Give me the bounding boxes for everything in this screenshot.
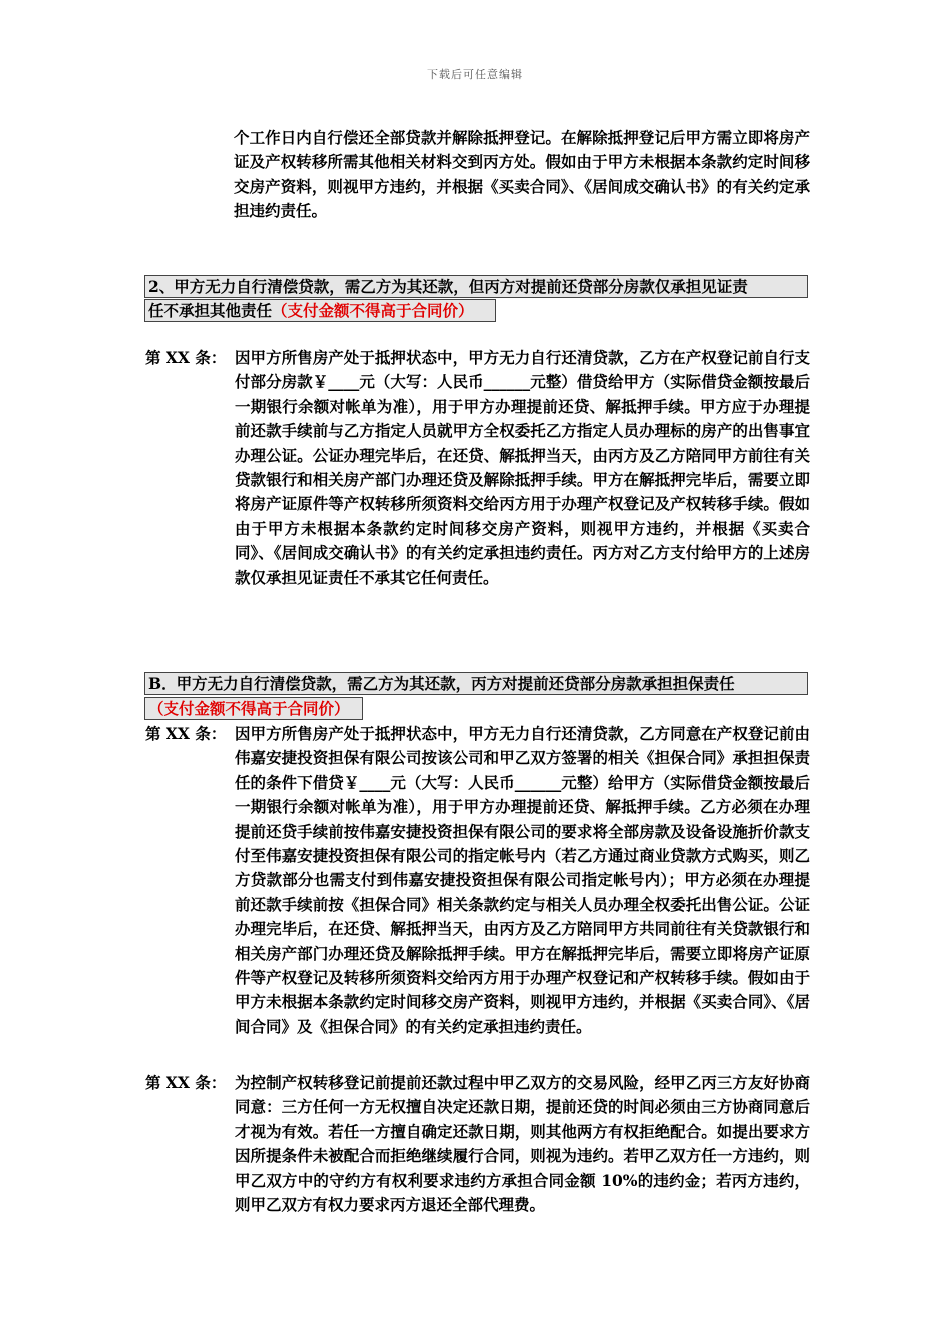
section-b-heading-line2 [144,697,363,720]
section-2-heading-text-2: 任不承担其他责任 [148,301,273,320]
section-2-heading-text-1: 2、甲方无力自行清偿贷款，需乙方为其还款，但丙方对提前还贷部分房款仅承担见证责 [148,277,748,296]
section-2-article [145,346,810,590]
intro-paragraph [234,126,810,224]
section-b-heading-line1 [144,672,808,695]
article-label: 第 XX 条： [145,348,227,367]
intro-text: 个工作日内自行偿还全部贷款并解除抵押登记。在解除抵押登记后甲方需立即将房产证及产权转移所需其他相关材料交到丙方处。假如由于甲方未根据本条款约定时间移交房产资料，则视甲方违约，并根据《买卖合同》、《居间成交确认书》的有关约定承担违约责任。 [234,128,810,221]
page-header: 下载后可任意编辑 [427,68,523,81]
section-b-article-2 [145,1071,810,1217]
article-label: 第 XX 条： [145,724,227,743]
article-body: 因甲方所售房产处于抵押状态中，甲方无力自行还清贷款，乙方在产权登记前自行支付部分房款￥____元（大写：人民币______元整）借贷给甲方（实际借贷金额按最后一期银行余额对帐单为准），用于甲方办理提前还贷、解抵押手续。甲方应于办理提前还款手续前与乙方指定人员就甲方全权委托乙方指定人员办理标的房产的出售事宜办理公证。公证办理完毕后，在还贷、解抵押当天，由丙方及乙方陪同甲方前往有关贷款银行和相关房产部门办理还贷及解除抵押手续。甲方在解抵押完毕后，需要立即将房产证原件等产权转移所须资料交给丙方用于办理产权登记及产权转移手续。假如由于甲方未根据本条款约定时间移交房产资料，则视甲方违约，并根据《买卖合同》、《居间成交确认书》的有关约定承担违约责任。丙方对乙方支付给甲方的上述房款仅承担见证责任不承其它任何责任。 [235,348,810,587]
article-body: 因甲方所售房产处于抵押状态中，甲方无力自行还清贷款，乙方同意在产权登记前由伟嘉安捷投资担保有限公司按该公司和甲乙双方签署的相关《担保合同》承担担保责任的条件下借贷￥____元（大写：人民币______元整）给甲方（实际借贷金额按最后一期银行余额对帐单为准），用于甲方办理提前还贷、解抵押手续。乙方必须在办理提前还贷手续前按伟嘉安捷投资担保有限公司的要求将全部房款及设备设施折价款支付至伟嘉安捷投资担保有限公司的指定帐号内（若乙方通过商业贷款方式购买，则乙方贷款部分也需支付到伟嘉安捷投资担保有限公司指定帐号内）；甲方必须在办理提前还款手续前按《担保合同》相关条款约定与相关人员办理全权委托出售公证。公证办理完毕后，在还贷、解抵押当天，由丙方及乙方陪同甲方共同前往有关贷款银行和相关房产部门办理还贷及解除抵押手续。甲方在解抵押完毕后，需要立即将房产证原件等产权登记及转移所须资料交给丙方用于办理产权登记和产权转移手续。假如由于甲方未根据本条款约定时间移交房产资料，则视甲方违约，并根据《买卖合同》、《居间合同》及《担保合同》的有关约定承担违约责任。 [235,724,810,1036]
section-b-article-1 [145,722,810,1039]
section-2-heading-line2 [144,299,496,322]
section-b-heading-text: B．甲方无力自行清偿贷款，需乙方为其还款，丙方对提前还贷部分房款承担担保责任 [148,674,735,693]
article-label: 第 XX 条： [145,1073,227,1092]
section-b-heading-note: （支付金额不得高于合同价） [148,699,350,718]
section-2-heading-note: （支付金额不得高于合同价） [272,301,474,320]
article-body: 为控制产权转移登记前提前还款过程中甲乙双方的交易风险，经甲乙丙三方友好协商同意：三方任何一方无权擅自决定还款日期，提前还贷的时间必须由三方协商同意后才视为有效。若任一方擅自确定还款日期，则其他两方有权拒绝配合。如提出要求方因所提条件未被配合而拒绝继续履行合同，则视为违约。若甲乙双方任一方违约，则甲乙双方中的守约方有权利要求违约方承担合同金额 10%的违约金；若丙方违约，则甲乙双方有权力要求丙方退还全部代理费。 [235,1073,810,1215]
section-2-heading-line1 [144,275,808,298]
